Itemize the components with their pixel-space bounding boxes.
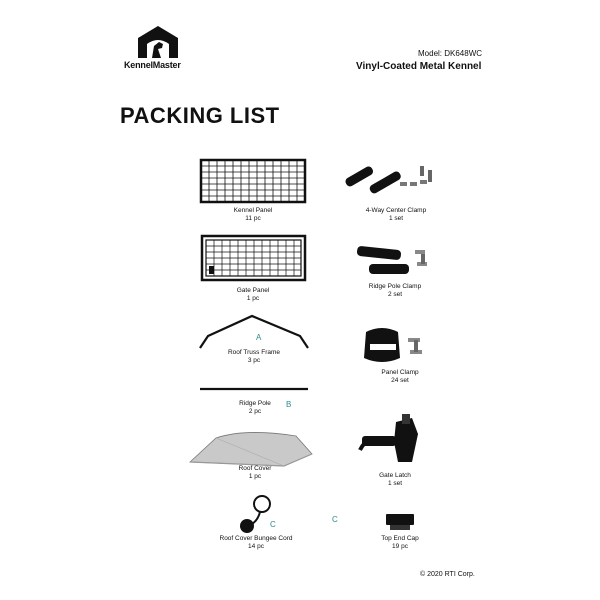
- copyright: © 2020 RTI Corp.: [420, 571, 475, 578]
- item-gate-latch: [325, 472, 465, 488]
- top-end-cap-image: [384, 512, 416, 532]
- item-qty: 24 set: [391, 377, 409, 384]
- roof-cover-image: [186, 428, 316, 468]
- gate-panel-image: [200, 234, 307, 282]
- item-name: Gate Latch: [379, 472, 411, 479]
- item-qty: 1 set: [388, 215, 404, 222]
- item-name: 4-Way Center Clamp: [365, 207, 427, 214]
- item-qty: 19 pc: [392, 543, 408, 550]
- item-name: Top End Cap: [381, 535, 419, 542]
- item-kennel-panel: [183, 207, 323, 223]
- item-top-end-cap: [330, 535, 470, 551]
- bungee-cord-image: [236, 494, 276, 536]
- item-ridge-pole: [185, 400, 325, 416]
- ridge-pole-image: [198, 386, 310, 392]
- ridge-pole-clamp-image: [355, 244, 435, 280]
- item-roof-truss-frame: [184, 349, 324, 365]
- item-ridge-pole-clamp: [325, 283, 465, 299]
- panel-clamp-image: [360, 322, 436, 366]
- marker-b: B: [286, 400, 292, 409]
- product-name: Vinyl-Coated Metal Kennel: [356, 61, 482, 72]
- model-number: Model: DK648WC: [418, 49, 483, 58]
- item-qty: 11 pc: [245, 215, 261, 222]
- brand-name: KennelMaster: [124, 60, 181, 70]
- kennel-panel-image: [199, 158, 307, 204]
- item-center-clamp: [326, 207, 466, 223]
- item-roof-cover: [185, 465, 325, 481]
- item-qty: 2 set: [387, 291, 403, 298]
- item-bungee-cord: [186, 535, 326, 551]
- center-clamp-image: [342, 158, 442, 200]
- item-name: Kennel Panel: [233, 207, 273, 214]
- item-name: Gate Panel: [236, 287, 270, 294]
- item-qty: 3 pc: [247, 357, 261, 364]
- item-qty: 1 pc: [248, 473, 262, 480]
- item-qty: 1 set: [387, 480, 403, 487]
- roof-truss-frame-image: [196, 312, 312, 350]
- marker-c-2: C: [332, 515, 338, 524]
- item-name: Roof Truss Frame: [227, 349, 280, 356]
- page-title: PACKING LIST: [120, 103, 280, 128]
- item-gate-panel: [183, 287, 323, 303]
- item-name: Ridge Pole: [239, 400, 271, 407]
- item-name: Ridge Pole Clamp: [368, 283, 422, 290]
- item-panel-clamp: [330, 369, 470, 385]
- item-qty: 14 pc: [248, 543, 264, 550]
- kennelmaster-logo: [135, 24, 181, 60]
- item-qty: 2 pc: [248, 408, 262, 415]
- gate-latch-image: [356, 412, 432, 468]
- item-qty: 1 pc: [246, 295, 260, 302]
- item-name: Roof Cover: [238, 465, 272, 472]
- marker-a: A: [256, 333, 262, 342]
- item-name: Panel Clamp: [381, 369, 419, 376]
- item-name: Roof Cover Bungee Cord: [219, 535, 293, 542]
- marker-c-1: C: [270, 520, 276, 529]
